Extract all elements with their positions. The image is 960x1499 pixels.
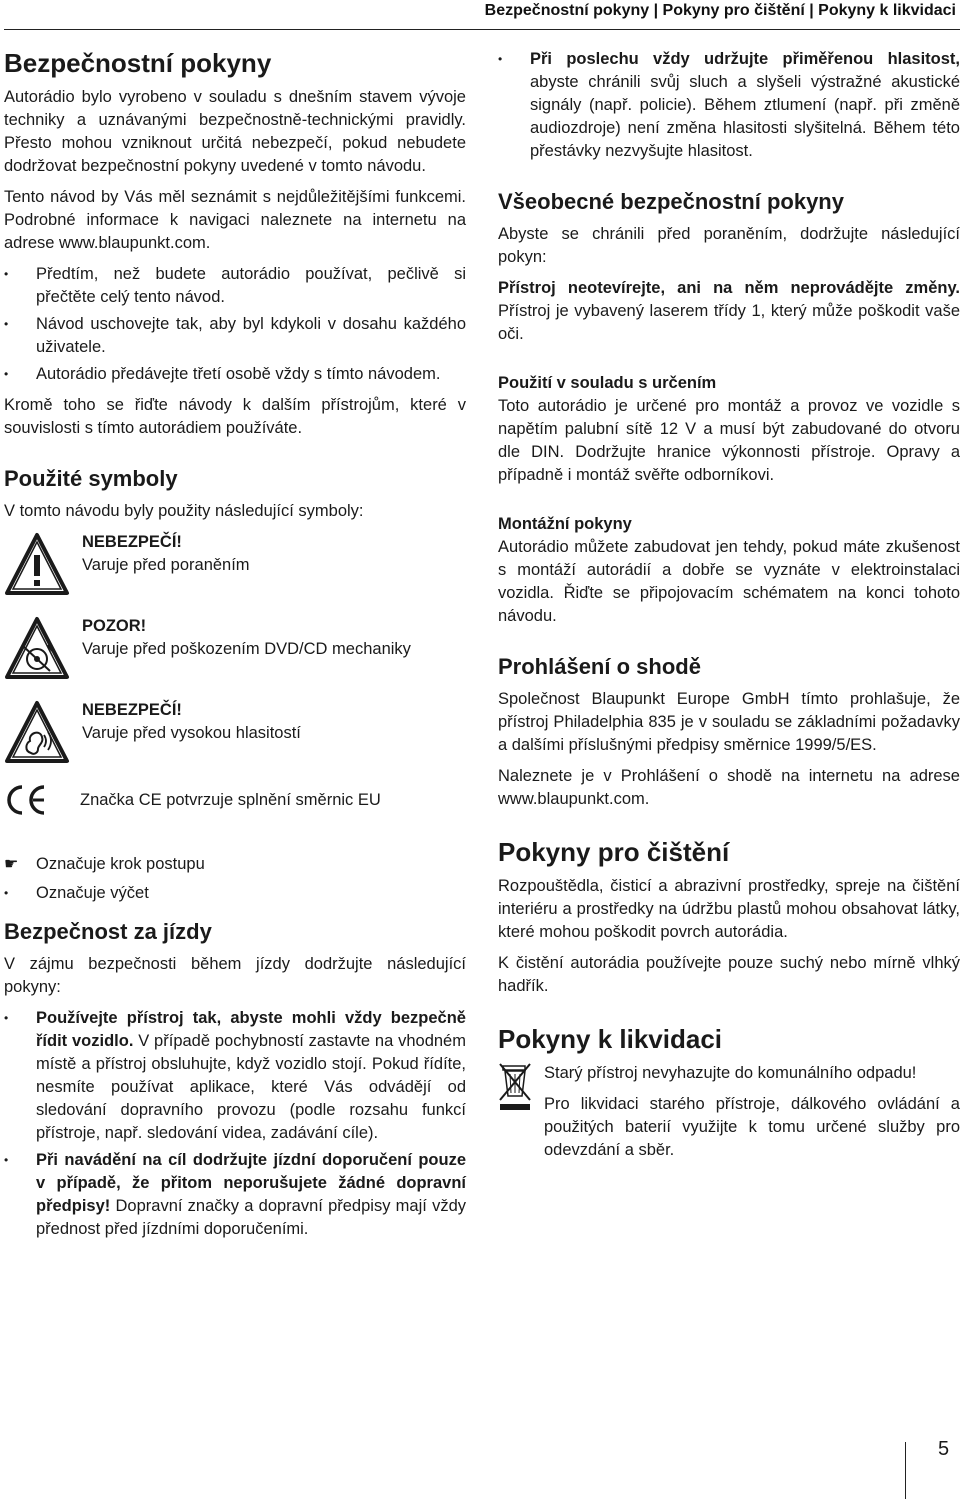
bullet-icon: • xyxy=(4,886,9,900)
symbols-title: Použité symboly xyxy=(4,466,178,491)
list-item xyxy=(498,48,960,163)
intended-use-text: Toto autorádio je určené pro montáž a provoz ve vozidle s napětím palubní sítě 12 V a musí být zabudované do otvoru dle DIN. Dodržujte hranice výkonnosti přístroje. Opravy a případně i montáž svěřte odborníkovi. xyxy=(498,397,960,484)
header-rule xyxy=(4,29,960,30)
intro-paragraph-1: Autorádio bylo vyrobeno v souladu s dnešním stavem vývoje techniky a uznávanými bezpečnostně-technickými pravidly. Přesto mohou vzniknout určitá nebezpečí, pokud nebudete dodržovat bezpečnostní pokyny uvedené v tomto návodu. xyxy=(4,88,466,175)
mounting-text: Autorádio můžete zabudovat jen tehdy, pokud máte zkušenost s montáží autorádií a dobře se vyznáte v elektroinstalaci vozidla. Řiďte se připojovacím schématem na konci tohoto návodu. xyxy=(498,538,960,625)
pointing-hand-icon: ☛ xyxy=(4,856,19,873)
right-column xyxy=(498,48,960,1170)
list-item xyxy=(4,1007,466,1145)
safety-title: Bezpečnostní pokyny xyxy=(4,48,272,78)
intro-paragraph-3: Kromě toho se řiďte návody k dalším přístrojům, které v souvislosti s tímto autorádiem používáte. xyxy=(4,396,466,437)
driving-bullet-list xyxy=(4,1007,466,1241)
symbol-caution xyxy=(4,615,466,681)
cleaning-title: Pokyny pro čištění xyxy=(498,837,730,867)
list-item: • Předtím, než budete autorádio používat, pečlivě si přečtěte celý tento návod. xyxy=(4,263,466,309)
disposal-paragraph-1: Starý přístroj nevyhazujte do komunálního odpadu! xyxy=(544,1064,917,1082)
symbol-danger xyxy=(4,531,466,597)
symbols-intro: V tomto návodu byly použity následující symboly: xyxy=(4,502,364,520)
bold-lead: Přístroj neotevírejte, ani na něm neprovádějte změny. xyxy=(498,279,960,297)
list-item xyxy=(4,1149,466,1241)
ce-symbol-row xyxy=(4,783,466,817)
ce-mark-icon xyxy=(4,783,48,817)
disposal-title: Pokyny k likvidaci xyxy=(498,1024,723,1054)
bullet-text: V případě pochybností zastavte na vhodném místě a přístroj obsluhujte, když vozidlo stojí. Pokud řídíte, nesmíte používat aplikace, které Vás odvádějí od sledování dopravního provozu (podle rozsahu funkcí přístroje, např. sledování videa, zadávání cíle). xyxy=(36,1032,466,1142)
intro-paragraph-2: Tento návod by Vás měl seznámit s nejdůležitějšími funkcemi. Podrobné informace k navigaci naleznete na internetu na adrese www.blaupunkt.com. xyxy=(4,188,466,252)
general-safety-title: Všeobecné bezpečnostní pokyny xyxy=(498,189,844,214)
running-header: Bezpečnostní pokyny | Pokyny pro čištění | Pokyny k likvidaci xyxy=(484,2,956,19)
step-description: Označuje krok postupu xyxy=(36,855,205,873)
bold-lead: Při navádění na cíl dodržujte jízdní doporučení pouze v případě, že přitom neporušujete žádné dopravní předpisy! xyxy=(36,1151,466,1215)
conformity-paragraph-1: Společnost Blaupunkt Europe GmbH tímto prohlašuje, že přístroj Philadelphia 835 je v souladu se základními požadavky a dalšími příslušnými předpisy směrnice 1999/5/ES. xyxy=(498,690,960,754)
volume-bullet-list xyxy=(498,48,960,163)
ce-description: Značka CE potvrzuje splnění směrnic EU xyxy=(80,790,381,809)
driving-intro: V zájmu bezpečnosti během jízdy dodržujte následující pokyny: xyxy=(4,955,466,996)
laser-text: Přístroj je vybavený laserem třídy 1, který může poškodit vaše oči. xyxy=(498,302,960,343)
disc-damage-icon xyxy=(4,615,70,681)
intro-bullet-list xyxy=(4,263,466,386)
conformity-paragraph-2: Naleznete je v Prohlášení o shodě na internetu na adrese www.blaupunkt.com. xyxy=(498,767,960,808)
symbol-title: POZOR! xyxy=(82,617,147,635)
loud-volume-icon xyxy=(4,699,70,765)
cleaning-paragraph-2: K čistění autorádia používejte pouze suchý nebo mírně vlhký hadřík. xyxy=(498,954,960,995)
driving-title: Bezpečnost za jízdy xyxy=(4,919,212,944)
conformity-title: Prohlášení o shodě xyxy=(498,654,701,679)
list-item: • Autorádio předávejte třetí osobě vždy s tímto návodem. xyxy=(4,363,466,386)
step-symbol-row xyxy=(4,853,466,876)
cleaning-paragraph-1: Rozpouštědla, čisticí a abrazivní prostředky, spreje na čištění interiéru a prostředky na údržbu plastů mohou obsahovat látky, které mohou poškodit povrch autorádia. xyxy=(498,877,960,941)
disposal-paragraph-2: Pro likvidaci starého přístroje, dálkového ovládání a použitých baterií využijte k tomu určené služby pro odevzdání a sběr. xyxy=(544,1095,960,1159)
general-intro: Abyste se chránili před poraněním, dodržujte následující pokyn: xyxy=(498,225,960,266)
symbol-description: Varuje před vysokou hlasitostí xyxy=(82,724,301,742)
laser-warning xyxy=(498,277,960,346)
list-description: Označuje výčet xyxy=(36,884,149,902)
bullet-text: abyste chránili svůj sluch a slyšeli výstražné akustické signály (např. policie). Během ztlumení (např. při změně audiozdroje) není změna hlasitosti slyšitelná. Během této přestávky nezvyšujte hlasitost. xyxy=(530,73,960,160)
left-column xyxy=(4,48,466,1249)
list-item: • Návod uschovejte tak, aby byl kdykoli v dosahu každého uživatele. xyxy=(4,313,466,359)
symbol-description: Varuje před poraněním xyxy=(82,556,250,574)
bold-lead: Používejte přístroj tak, abyste mohli vždy bezpečně řídit vozidlo. xyxy=(36,1009,466,1050)
mounting-title: Montážní pokyny xyxy=(498,515,632,533)
disposal-block xyxy=(498,1062,960,1170)
intended-use-title: Použití v souladu s určením xyxy=(498,374,717,392)
symbol-title: NEBEZPEČÍ! xyxy=(82,533,182,551)
crossed-bin-icon xyxy=(498,1062,532,1112)
symbol-title: NEBEZPEČÍ! xyxy=(82,701,182,719)
page-number: 5 xyxy=(938,1438,950,1460)
bullet-text: Dopravní značky a dopravní předpisy mají vždy přednost před jízdními doporučeními. xyxy=(36,1197,466,1238)
page-number-rule xyxy=(905,1442,906,1499)
symbol-description: Varuje před poškozením DVD/CD mechaniky xyxy=(82,640,411,658)
symbol-volume xyxy=(4,699,466,765)
bold-lead: Při poslechu vždy udržujte přiměřenou hlasitost, xyxy=(530,50,960,68)
warning-triangle-icon xyxy=(4,531,70,597)
list-symbol-row xyxy=(4,882,466,905)
